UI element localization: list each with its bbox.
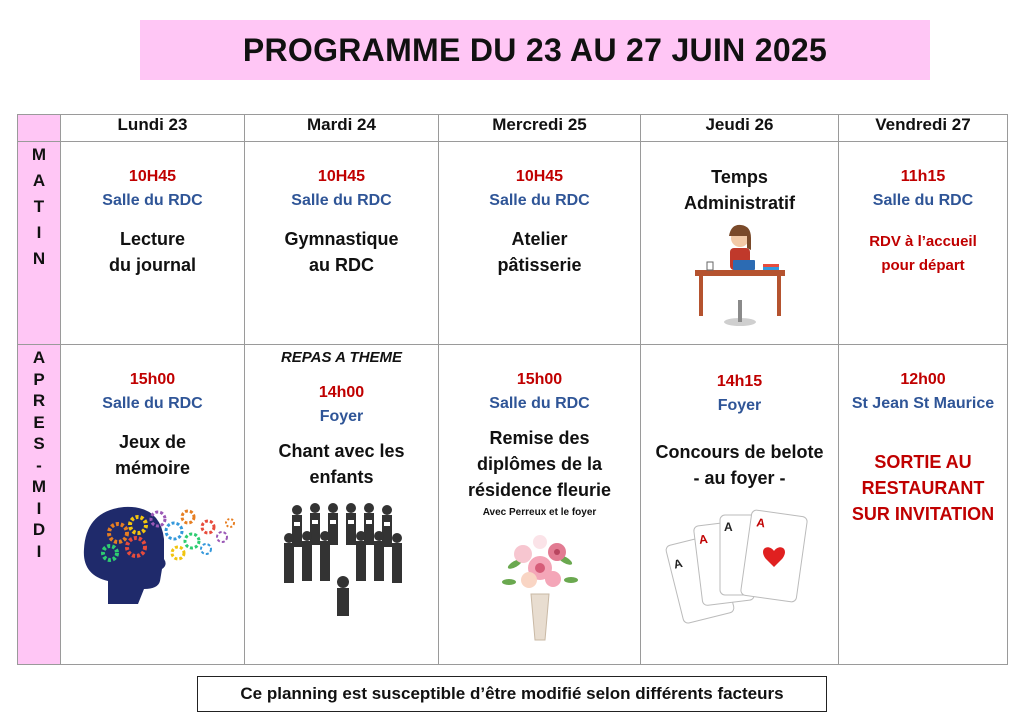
morning-jeudi-cell [641,142,839,345]
event-time: 10H45 [317,168,366,185]
afternoon-mercredi-cell [439,345,641,665]
choir-illustration [277,498,407,618]
afternoon-letter: I [36,541,42,561]
morning-row [18,142,1008,345]
event-time: 12h00 [900,371,946,388]
event-time: 10H45 [515,168,564,185]
afternoon-letter: I [36,498,42,518]
activity-line: Atelier [511,229,568,249]
event-place: Foyer [319,408,364,425]
activity-line: Remise des [489,428,590,448]
svg-text:A: A [697,531,708,547]
event-place: Salle du RDC [102,395,203,412]
afternoon-letter: D [32,520,46,539]
event-time: 11h15 [900,168,946,185]
meeting-note: pour départ [881,257,965,274]
activity-line: au RDC [308,255,374,275]
event-time: 14h00 [318,384,365,401]
event-place: St Jean St Maurice [851,395,995,412]
afternoon-jeudi-cell [641,345,839,665]
office-worker-illustration [685,220,795,330]
event-time: 14h15 [716,373,763,390]
morning-label [18,142,61,345]
activity-line: diplômes de la [476,454,603,474]
afternoon-vendredi-cell [839,345,1008,665]
afternoon-letter: A [32,348,46,367]
partner-note: Avec Perreux et le foyer [482,507,597,518]
activity-line: Temps [711,167,768,187]
morning-letter: T [33,197,45,216]
activity-line: pâtisserie [497,255,582,275]
header-row [18,115,1008,142]
activity-line: Chant avec les [278,441,405,461]
flower-bouquet-illustration [495,524,585,642]
activity-line: Gymnastique [284,229,399,249]
morning-letter: I [36,223,42,242]
activity-line: Concours de belote [655,442,824,462]
morning-letter: A [32,171,46,190]
afternoon-label [18,345,61,665]
day-header-mardi: Mardi 24 [245,115,439,142]
svg-text:A: A [755,515,766,531]
event-time: 15h00 [129,371,176,388]
svg-text:A: A [723,520,733,534]
event-place: Salle du RDC [872,192,974,209]
disclaimer-note [197,676,827,712]
afternoon-mardi-cell [245,345,439,665]
event-place: Salle du RDC [489,192,590,209]
activity-line: mémoire [114,458,191,478]
morning-letter: N [32,249,46,268]
activity-line: Administratif [683,193,795,213]
corner-cell [18,115,61,142]
afternoon-row [18,345,1008,665]
event-time: 10H45 [128,168,177,185]
morning-mercredi-cell [439,142,641,345]
morning-mardi-cell [245,142,439,345]
activity-line: - au foyer - [693,468,786,488]
event-time: 15h00 [516,371,563,388]
morning-letter: M [31,145,47,164]
afternoon-letter: - [36,455,42,475]
event-place: Salle du RDC [489,395,590,412]
activity-line: Lecture [119,229,186,249]
afternoon-lundi-cell [61,345,245,665]
event-place: Salle du RDC [102,192,203,209]
event-place: Salle du RDC [291,192,392,209]
day-header-mercredi: Mercredi 25 [439,115,641,142]
activity-line: du journal [109,255,196,275]
day-header-jeudi: Jeudi 26 [641,115,839,142]
playing-cards-illustration [660,501,820,631]
afternoon-letter: M [31,477,47,496]
morning-vendredi-cell [839,142,1008,345]
title-banner [140,20,930,80]
event-place: Foyer [717,397,762,414]
activity-line: enfants [309,467,374,487]
afternoon-letter: E [33,412,45,432]
meeting-note: RDV à l’accueil [869,233,977,250]
page-title: PROGRAMME DU 23 AU 27 JUIN 2025 [242,31,828,68]
activity-line: SUR INVITATION [851,504,995,524]
brain-gears-illustration [68,489,238,609]
afternoon-letter: R [32,391,46,410]
day-header-vendredi: Vendredi 27 [839,115,1008,142]
svg-text:A: A [671,556,684,572]
disclaimer-text: Ce planning est susceptible d’être modifié selon différents facteurs [240,684,784,703]
activity-line: Jeux de [118,432,187,452]
afternoon-letter: P [33,369,45,389]
theme-meal-header: REPAS A THEME [280,349,403,366]
weekly-schedule-table [17,114,1008,665]
activity-line: RESTAURANT [861,478,985,498]
morning-lundi-cell [61,142,245,345]
activity-line: résidence fleurie [467,480,612,500]
activity-line: SORTIE AU [874,452,972,472]
afternoon-letter: S [33,434,45,453]
day-header-lundi: Lundi 23 [61,115,245,142]
